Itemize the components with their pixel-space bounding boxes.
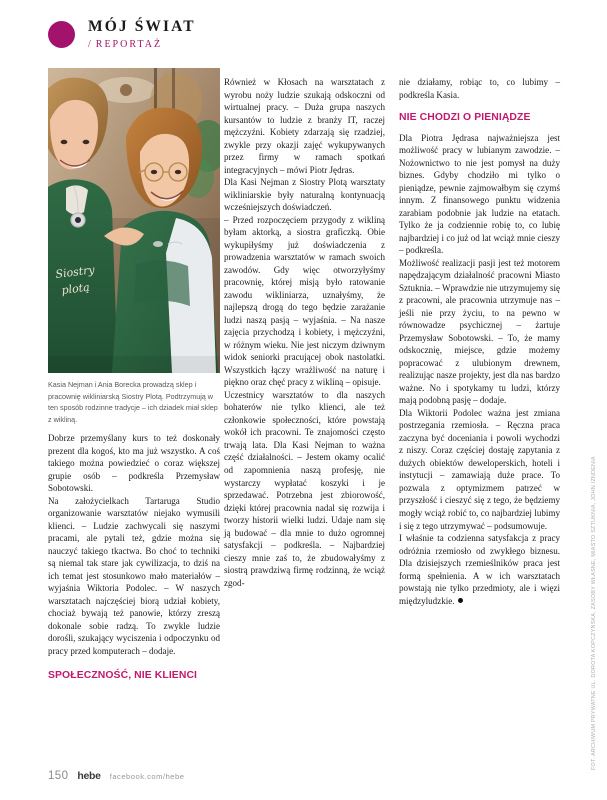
paragraph: Również w Kłosach na warsztatach z wyrobu noży ludzie szukają odskoczni od wirtualnej pracy. – Duża grupa naszych kursantów to ludzie z branży IT, raczej mężczyźni. Kobiety zdarzają się rzadziej, zwykle przy okazji zajęć wykupywanych przez firmy w ramach spotkań integracyjnych – mówi Piotr Jędras.	[224, 77, 385, 175]
paragraph: Możliwość realizacji pasji jest też motorem napędzającym działalność pracowni Miasto Sztuknia. – Wprawdzie nie utrzymujemy się z pracowni, ale pracownia utrzymuje nas – jeśli nie przy życiu, to na pewno w równowadze psychicznej – żartuje Przemysław Sobotowski. – To, że mamy odskocznię, miejsce, gdzie możemy popracować z ulubionym drewnem, realizując nasze projekty, jest dla nas bardzo ważne. No i spotykamy tu ludzi, którzy mają podobną pasję – dodaje.	[399, 257, 560, 406]
masthead-text	[88, 18, 196, 50]
masthead	[48, 18, 196, 50]
photo-credit-container	[591, 450, 603, 770]
paragraph: nie działamy, robiąc to, co lubimy – podkreśla Kasia.	[399, 77, 560, 100]
paragraph-text: I właśnie ta codzienna satysfakcja z pracy odróżnia rzemiosło od zwykłego biznesu. Dla dzisiejszych rzemieślników praca jest formą spełnienia. A w ich warsztatach powstają nie tylko przedmioty, ale i więzi międzyludzkie.	[399, 533, 560, 606]
paragraph: – Przed rozpoczęciem przygody z wikliną byłam aktorką, a siostra graficzką. Obie wykupiłyśmy już doświadczenia z prowadzenia warsztatów w ramach swoich zawodów. Gdy więc otworzyłyśmy pracownię, której misją było ratowanie zawodu wikliniarza, uznałyśmy, że najlepszą drogą do tego będzie zarażanie ludzi naszą pasją – wyjaśnia. – Na nasze zajęcia przychodzą i kobiety, i mężczyźni, w różnym wieku. Nie jest niczym dziwnym widok seniorki pracującej obok nastolatki. Wszystkich łączy wrażliwość na naturę i piękno oraz chęć pracy z wikliną – opisuje.	[224, 214, 385, 388]
section-heading-spolecznosc: SPOŁECZNOŚĆ, NIE KLIENCI	[48, 670, 198, 682]
page-number: 150	[48, 770, 69, 782]
paragraph: Dla Wiktorii Podolec ważna jest zmiana postrzegania rzemiosła. – Ręczna praca zaczyna być doceniania i powoli wychodzi z niszy. Coraz częściej dostaję zapytania z dużych obiektów deweloperskich, hoteli i instytucji – zamawiają duże prace. To pozwala z optymizmem patrzeć w przyszłość i cieszyć się z tego, że będziemy mogły wciąż robić to, co najbardziej lubimy i się z tego utrzymywać – podsumowuje.	[399, 407, 560, 531]
section-label	[88, 39, 196, 50]
photo-caption: Kasia Nejman i Ania Borecka prowadzą sklep i pracownię wikliniarską Siostry Plotą. Podtrzymują w ten sposób rodzinne tradycje – ich dziadek miał sklep z wikliną.	[48, 380, 218, 424]
section-name: REPORTAŻ	[95, 39, 163, 51]
paragraph: Dobrze przemyślany kurs to też doskonały prezent dla kogoś, kto ma już wszystko. A coś takiego można powiedzieć o coraz większej grupie osób – podkreśla Przemysław Sobotowski.	[48, 433, 220, 494]
section-heading-pieniadze: NIE CHODZI O PIENIĄDZE	[399, 112, 531, 124]
text-column-2	[224, 76, 385, 589]
text-column-1	[48, 432, 220, 690]
paragraph: Na założycielkach Tartaruga Studio organizowanie warsztatów niejako wymusili klienci. – Ludzie zachwycali się naszymi pracami, ale pytali też, gdzie można się nauczyć takiego tkactwa. Bo choć to techniki są niemal tak stare jak cywilizacja, to dziś na ich temat jest stosunkowo mało materiałów – wyjaśnia Wiktoria Podolec. – W naszych warsztatach najczęściej biorą udział kobiety, chociaż bywają też panowie, którzy zreszą dokonale sobie radzą. To zwykle ludzie dorośli, szukający wyciszenia i odpoczynku od pracy przed komputerach – dodaje.	[48, 495, 220, 656]
article-photo	[48, 68, 220, 373]
slash-separator: /	[88, 39, 93, 51]
photo-illustration	[48, 68, 220, 373]
paragraph: Dla Piotra Jędrasa najważniejsza jest możliwość pracy w lubianym zawodzie. – Nożownictwo to nie jest pomysł na duży biznes. Gdyby chodziło mi tylko o pieniądze, pewnie zajmowałbym się czymś innym. Z finansowego punktu widzenia zarabiam podobnie jak ludzie na etatach. Tylko że ja codziennie robię to, co lubię najbardziej i co już od lat wciąż mnie cieszy – podkreśla.	[399, 132, 560, 256]
svg-text:Siostry: Siostry	[54, 263, 96, 281]
paragraph: Dla Kasi Nejman z Siostry Plotą warsztaty wikliniarskie były naturalną kontynuacją wcześniejszych doświadczeń.	[224, 177, 385, 213]
svg-text:plotą: plotą	[60, 280, 91, 297]
page-footer	[48, 770, 184, 782]
paragraph-final	[399, 532, 560, 607]
paragraph: Uczestnicy warsztatów to dla naszych bohaterów nie tylko klienci, ale też członkowie społeczności, które powstają wokół ich pracowni. Te znajomości często trwają lata. Dla Kasi Nejman to ważna część działalności. – Jestem okamy ocalić od zapomnienia naszą profesję, nie wystarczy wypłatać koszyki i je sprzedawać. Potrzebna jest zbiorowość, dzięki której pracownia nadal się rozwija i tworzy historii wielki ludzi. Udaje nam się ją budować – dla mnie to dużo ogromnej satysfakcji – podkreśla. – Najbardziej cieszy mnie zaś to, że zbudowałyśmy z siostrą prawdziwą firmę rodzinną, że wciąż zgod-	[224, 389, 385, 588]
end-of-article-mark	[458, 598, 463, 603]
brand-dot-icon	[48, 21, 75, 48]
brand-logo: hebe	[77, 770, 101, 782]
page-title: MÓJ ŚWIAT	[88, 18, 196, 35]
social-link[interactable]: facebook.com/hebe	[109, 772, 185, 781]
text-column-3	[399, 76, 560, 607]
photo-credit: FOT. ARCHIWUM PRYWATNE UL. DOROTA KOPCZYŃSKA, ZASOBY WŁASNE, MIASTO SZTUKNIA, JOHN IZNDENIA	[591, 456, 597, 770]
